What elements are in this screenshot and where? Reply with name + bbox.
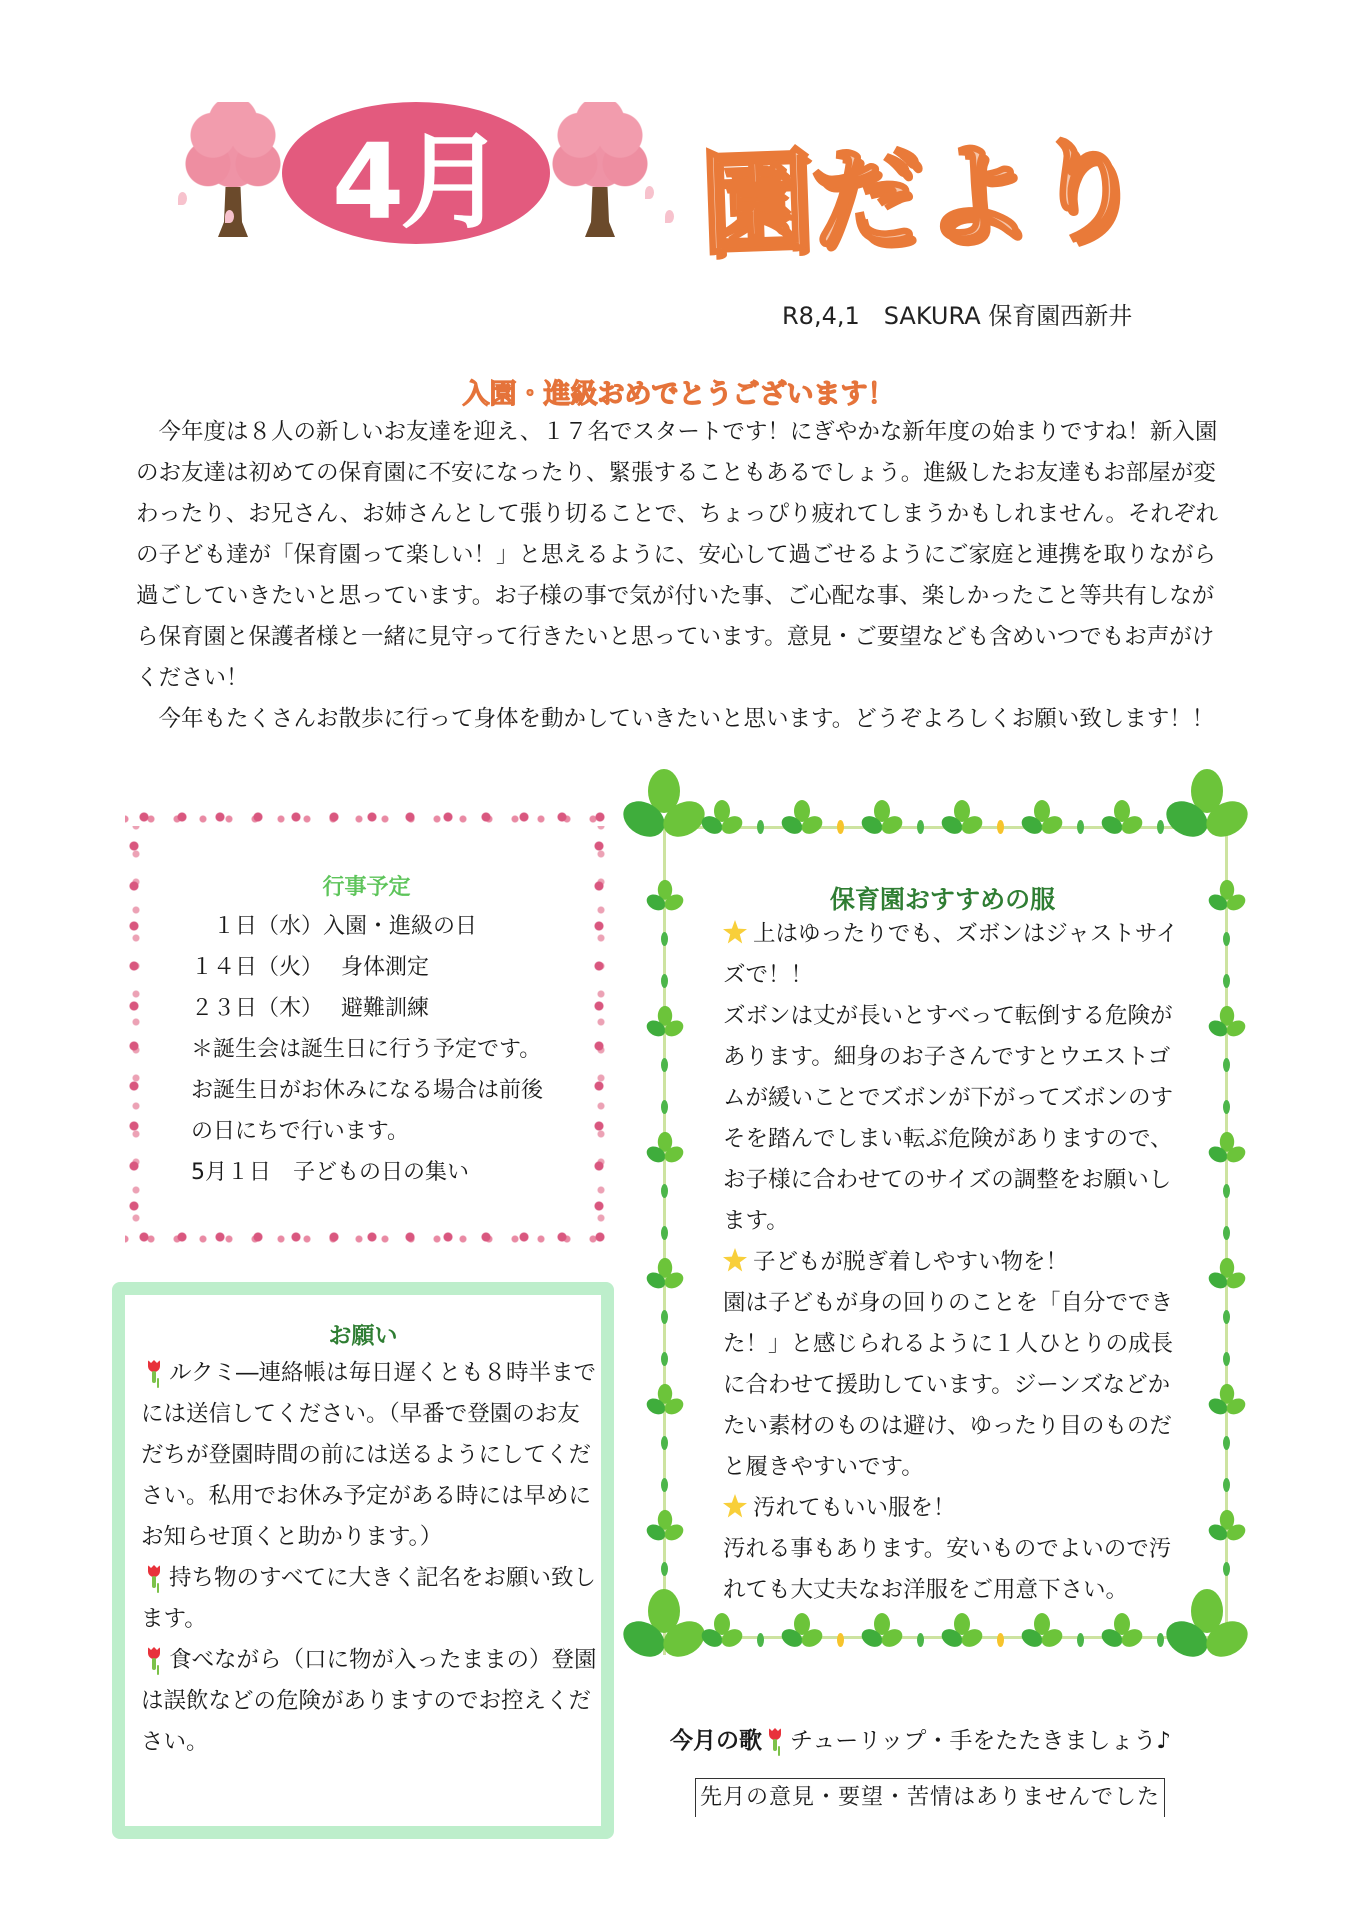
event-item: １日（水）入園・進級の日 (191, 914, 478, 939)
star-icon (723, 1248, 747, 1272)
clover-icon (650, 1134, 681, 1165)
requests-list (141, 1353, 601, 1763)
clover-icon (650, 1260, 681, 1291)
clover-icon (785, 802, 819, 836)
leaf-dot-icon (661, 1184, 668, 1198)
clothes-text: ズボンは丈が長いとすべって転倒する危険があります。細身のお子さんですとウエストゴムが緩いことでズボンが下がってズボンのすそを踏んでしまい転ぶ危険がありますので、お子様に合わせてのサイズの調整をお願いします。 (723, 1003, 1174, 1234)
star-icon (723, 920, 747, 944)
greeting-title: 入園・進級おめでとうございます！ (462, 379, 895, 410)
leaf-dot-icon (1077, 1633, 1084, 1647)
greeting-paragraph: 今年度は８人の新しいお友達を迎え、１７名でスタートです！にぎやかな新年度の始まりですね！新入園のお友達は初めての保育園に不安になったり、緊張することもあるでしょう。進級したお友達もお部屋が変わったり、お兄さん、お姉さんとして張り切ることで、ちょっぴり疲れてしまうかもしれません。それぞれの子ども達が「保育園って楽しい！」と思えるように、安心して過ごせるようにご家庭と連携を取りながら過ごしていきたいと思っています。お子様の事で気が付いた事、ご心配な事、楽しかったこと等共有しながら保育園と保護者様と一緒に見守って行きたいと思っています。意見・ご要望なども含めいつでもお声がけください！ (136, 419, 1219, 691)
newsletter-title: 園だより (698, 125, 1143, 271)
event-note: ＊誕生会は誕生日に行う予定です。お誕生日がお休みになる場合は前後の日にちで行います。 (191, 1037, 544, 1144)
dateline: R8,4,1 SAKURA 保育園西新井 (782, 302, 1133, 330)
request-item: 食べながら（口に物が入ったままの）登園は誤飲などの危険がありますのでお控えください。 (141, 1647, 597, 1755)
monthly-song (670, 1722, 1171, 1755)
clothes-heading: 上はゆったりでも、ズボンはジャストサイズで！！ (723, 921, 1179, 988)
leaf-dot-icon (1223, 1226, 1230, 1240)
leaf-dot-icon (757, 1633, 764, 1647)
clover-icon (1212, 1512, 1243, 1543)
month-label: 4月 (331, 121, 501, 243)
flower-border (125, 808, 608, 826)
clover-icon (630, 773, 698, 841)
requests-box (112, 1282, 614, 1839)
leaf-dot-icon (661, 1352, 668, 1366)
leaf-dot-icon (1157, 1633, 1164, 1647)
leaf-dot-icon (661, 1226, 668, 1240)
clover-icon (650, 1008, 681, 1039)
petal-icon (225, 210, 234, 223)
leaf-dot-icon (1223, 1436, 1230, 1450)
petal-icon (178, 192, 187, 205)
event-item: ２３日（木） 避難訓練 (191, 996, 429, 1021)
leaf-dot-icon (1157, 820, 1164, 834)
song-label: 今月の歌 (670, 1728, 762, 1754)
clover-icon (1105, 802, 1139, 836)
leaf-dot-icon (837, 820, 844, 834)
leaf-dot-icon (757, 820, 764, 834)
clothes-list (723, 914, 1185, 1611)
leaf-dot-icon (917, 1633, 924, 1647)
leaf-dot-icon (997, 820, 1004, 834)
clover-icon (650, 1512, 681, 1543)
events-box (125, 808, 608, 1246)
month-badge (282, 102, 550, 244)
tulip-icon (147, 1646, 161, 1672)
leaf-dot-icon (1223, 1478, 1230, 1492)
leaf-dot-icon (661, 1058, 668, 1072)
leaf-dot-icon (661, 1478, 668, 1492)
event-item: １４日（火） 身体測定 (191, 955, 429, 980)
clover-icon (1025, 802, 1059, 836)
tulip-icon (768, 1727, 782, 1753)
tulip-icon (147, 1564, 161, 1590)
leaf-dot-icon (661, 1436, 668, 1450)
clothes-text: 汚れる事もあります。安いものでよいので汚れても大丈夫なお洋服をご用意下さい。 (723, 1536, 1172, 1603)
petal-icon (645, 186, 654, 199)
request-item: 持ち物のすべてに大きく記名をお願い致します。 (141, 1565, 597, 1632)
petal-icon (665, 210, 674, 223)
clover-icon (1212, 1008, 1243, 1039)
clover-icon (650, 1386, 681, 1417)
leaf-dot-icon (661, 1100, 668, 1114)
tulip-icon (147, 1359, 161, 1385)
request-item: ルクミ―連絡帳は毎日遅くとも８時半までには送信してください。（早番で登園のお友だちが登園時間の前には送るようにしてください。私用でお休み予定がある時には早めにお知らせ頂くと助かります。） (141, 1360, 597, 1550)
flower-border (125, 1228, 608, 1246)
leaf-dot-icon (837, 1633, 844, 1647)
clover-icon (785, 1615, 819, 1649)
leaf-dot-icon (661, 974, 668, 988)
leaf-dot-icon (1223, 1100, 1230, 1114)
clothes-title: 保育園おすすめの服 (829, 885, 1056, 914)
cherry-tree-icon (545, 102, 655, 242)
clover-icon (1212, 1260, 1243, 1291)
leaf-dot-icon (1223, 1310, 1230, 1324)
greeting-body (136, 412, 1236, 740)
clover-icon (630, 1593, 698, 1661)
clover-icon (945, 802, 979, 836)
leaf-dot-icon (1223, 1562, 1230, 1576)
leaf-dot-icon (1223, 932, 1230, 946)
clover-icon (1025, 1615, 1059, 1649)
leaf-dot-icon (1223, 1352, 1230, 1366)
leaf-dot-icon (917, 820, 924, 834)
cherry-tree-icon (178, 102, 288, 242)
star-icon (723, 1494, 747, 1518)
leaf-dot-icon (997, 1633, 1004, 1647)
clover-icon (1173, 773, 1241, 841)
clover-icon (1212, 1386, 1243, 1417)
events-list (191, 906, 551, 1193)
clothes-text: 園は子どもが身の回りのことを「自分でできた！」と感じられるように１人ひとりの成長に合わせて援助しています。ジーンズなどかたい素材のものは避け、ゆったり目のものだと履きやすいです。 (723, 1290, 1174, 1480)
events-title: 行事予定 (322, 875, 411, 900)
leaf-dot-icon (1223, 974, 1230, 988)
clover-icon (1212, 1134, 1243, 1165)
leaf-dot-icon (661, 932, 668, 946)
clover-icon (705, 802, 739, 836)
clover-icon (1105, 1615, 1139, 1649)
requests-title: お願い (328, 1323, 398, 1349)
clover-icon (705, 1615, 739, 1649)
clothes-box (645, 780, 1240, 1695)
clover-icon (865, 1615, 899, 1649)
clothes-heading: 子どもが脱ぎ着しやすい物を！ (723, 1242, 1185, 1283)
song-title: チューリップ・手をたたきましょう♪ (790, 1728, 1172, 1754)
clothes-heading: 汚れてもいい服を！ (723, 1488, 1185, 1529)
leaf-dot-icon (661, 1562, 668, 1576)
leaf-dot-icon (661, 1310, 668, 1324)
leaf-dot-icon (1223, 1058, 1230, 1072)
event-item: 5月１日 子どもの日の集い (191, 1160, 469, 1185)
leaf-dot-icon (1077, 820, 1084, 834)
clover-icon (865, 802, 899, 836)
clover-icon (945, 1615, 979, 1649)
complaints-note: 先月の意見・要望・苦情はありませんでした (695, 1778, 1165, 1817)
greeting-paragraph: 今年もたくさんお散歩に行って身体を動かしていきたいと思います。どうぞよろしくお願い致します！！ (158, 706, 1215, 732)
leaf-dot-icon (1223, 1184, 1230, 1198)
